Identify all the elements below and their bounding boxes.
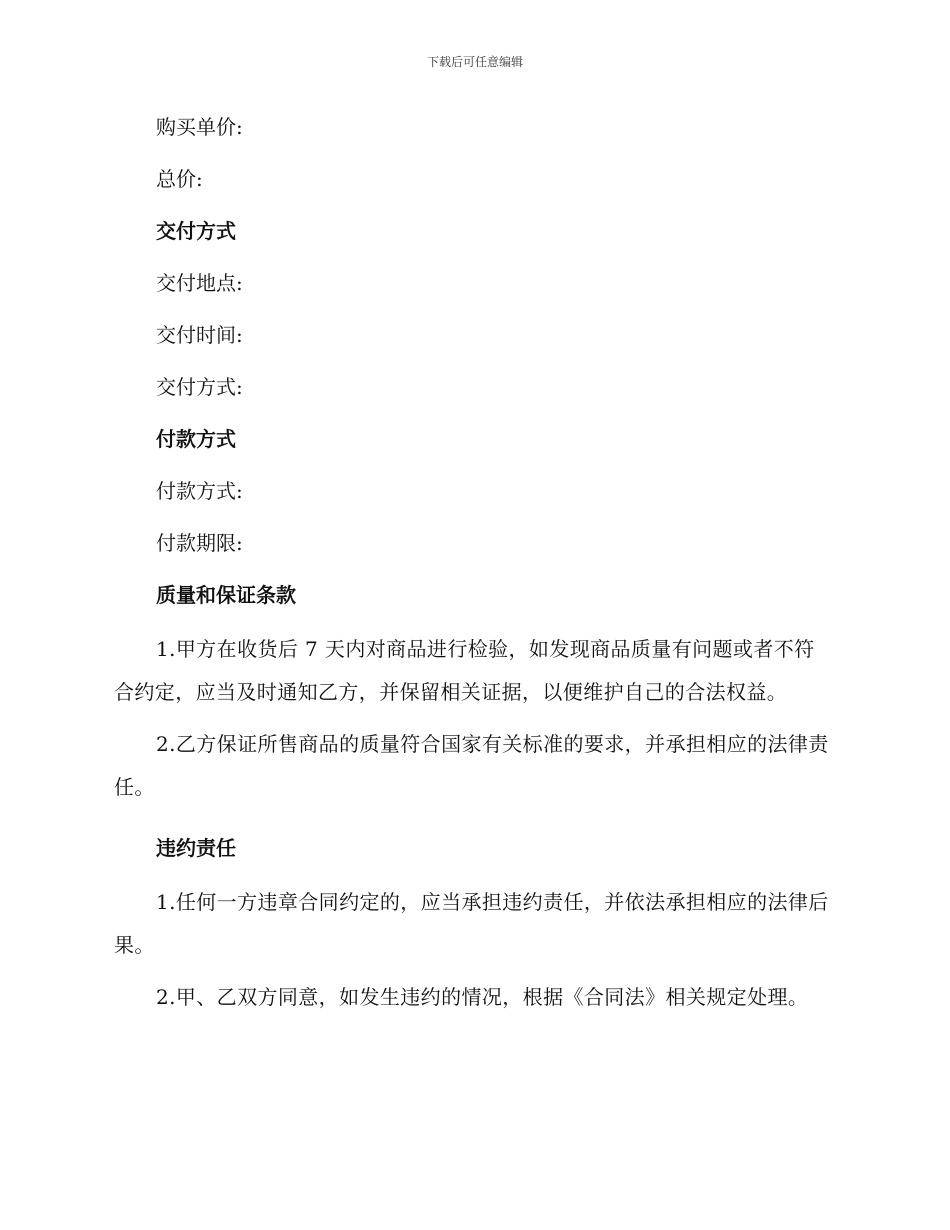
delivery-time-label: 交付时间: [156, 323, 243, 347]
payment-method-label: 付款方式: [156, 479, 243, 503]
payment-deadline-label: 付款期限: [156, 531, 243, 555]
purchase-unit-price-label: 购买单价: [156, 115, 243, 139]
delivery-location-label: 交付地点: [156, 271, 243, 295]
contract-content [114, 108, 830, 1028]
liability-clause-2: 2.甲、乙双方同意，如发生违约的情况，根据《合同法》相关规定处理。 [156, 985, 809, 1009]
quality-clause-2: 2.乙方保证所售商品的质量符合国家有关标准的要求，并承担相应的法律责任。 [114, 732, 829, 799]
delivery-section-heading: 交付方式 [156, 219, 236, 243]
liability-section-heading: 违约责任 [156, 836, 236, 860]
liability-clause-1: 1.任何一方违章合同约定的，应当承担违约责任，并依法承担相应的法律后果。 [114, 890, 829, 957]
page-header-note: 下载后可任意编辑 [426, 55, 523, 69]
quality-clause-1: 1.甲方在收货后 7 天内对商品进行检验，如发现商品质量有问题或者不符合约定，应当及时通知乙方，并保留相关证据，以便维护自己的合法权益。 [114, 637, 815, 704]
total-price-label: 总价: [156, 167, 203, 191]
delivery-method-label: 交付方式: [156, 375, 243, 399]
payment-section-heading: 付款方式 [156, 427, 236, 451]
quality-section-heading: 质量和保证条款 [156, 583, 296, 607]
